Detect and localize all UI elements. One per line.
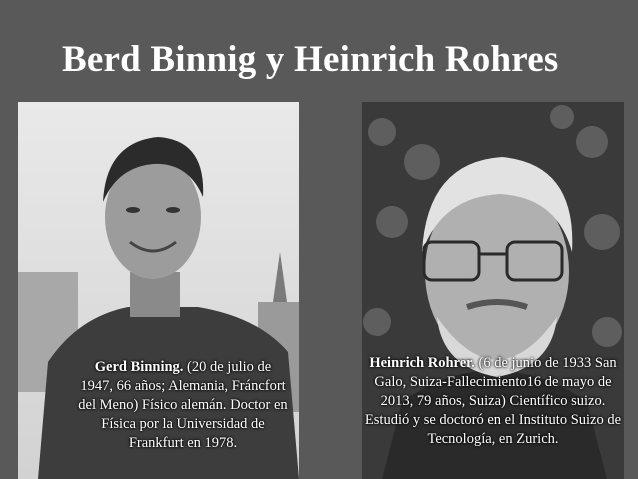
rohrer-caption-name: Heinrich Rohrer. xyxy=(369,355,475,371)
rohrer-caption xyxy=(362,354,624,449)
rohrer-caption-text: (6 de junio de 1933 San Galo, Suiza-Fallecimiento16 de mayo de 2013, 79 años, Suiza) Científico suizo. Estudió y se doctoró en el Instituto Suizo de Tecnología, en Zurich. xyxy=(364,355,622,447)
binnig-caption-name: Gerd Binning. xyxy=(94,359,184,375)
slide-title: Berd Binnig y Heinrich Rohres xyxy=(62,39,559,80)
binnig-caption-text: (20 de julio de 1947, 66 años; Alemania, Fráncfort del Meno) Físico alemán. Doctor en Física por la Universidad de Frankfurt en 1978. xyxy=(78,359,288,451)
binnig-caption xyxy=(78,358,288,453)
